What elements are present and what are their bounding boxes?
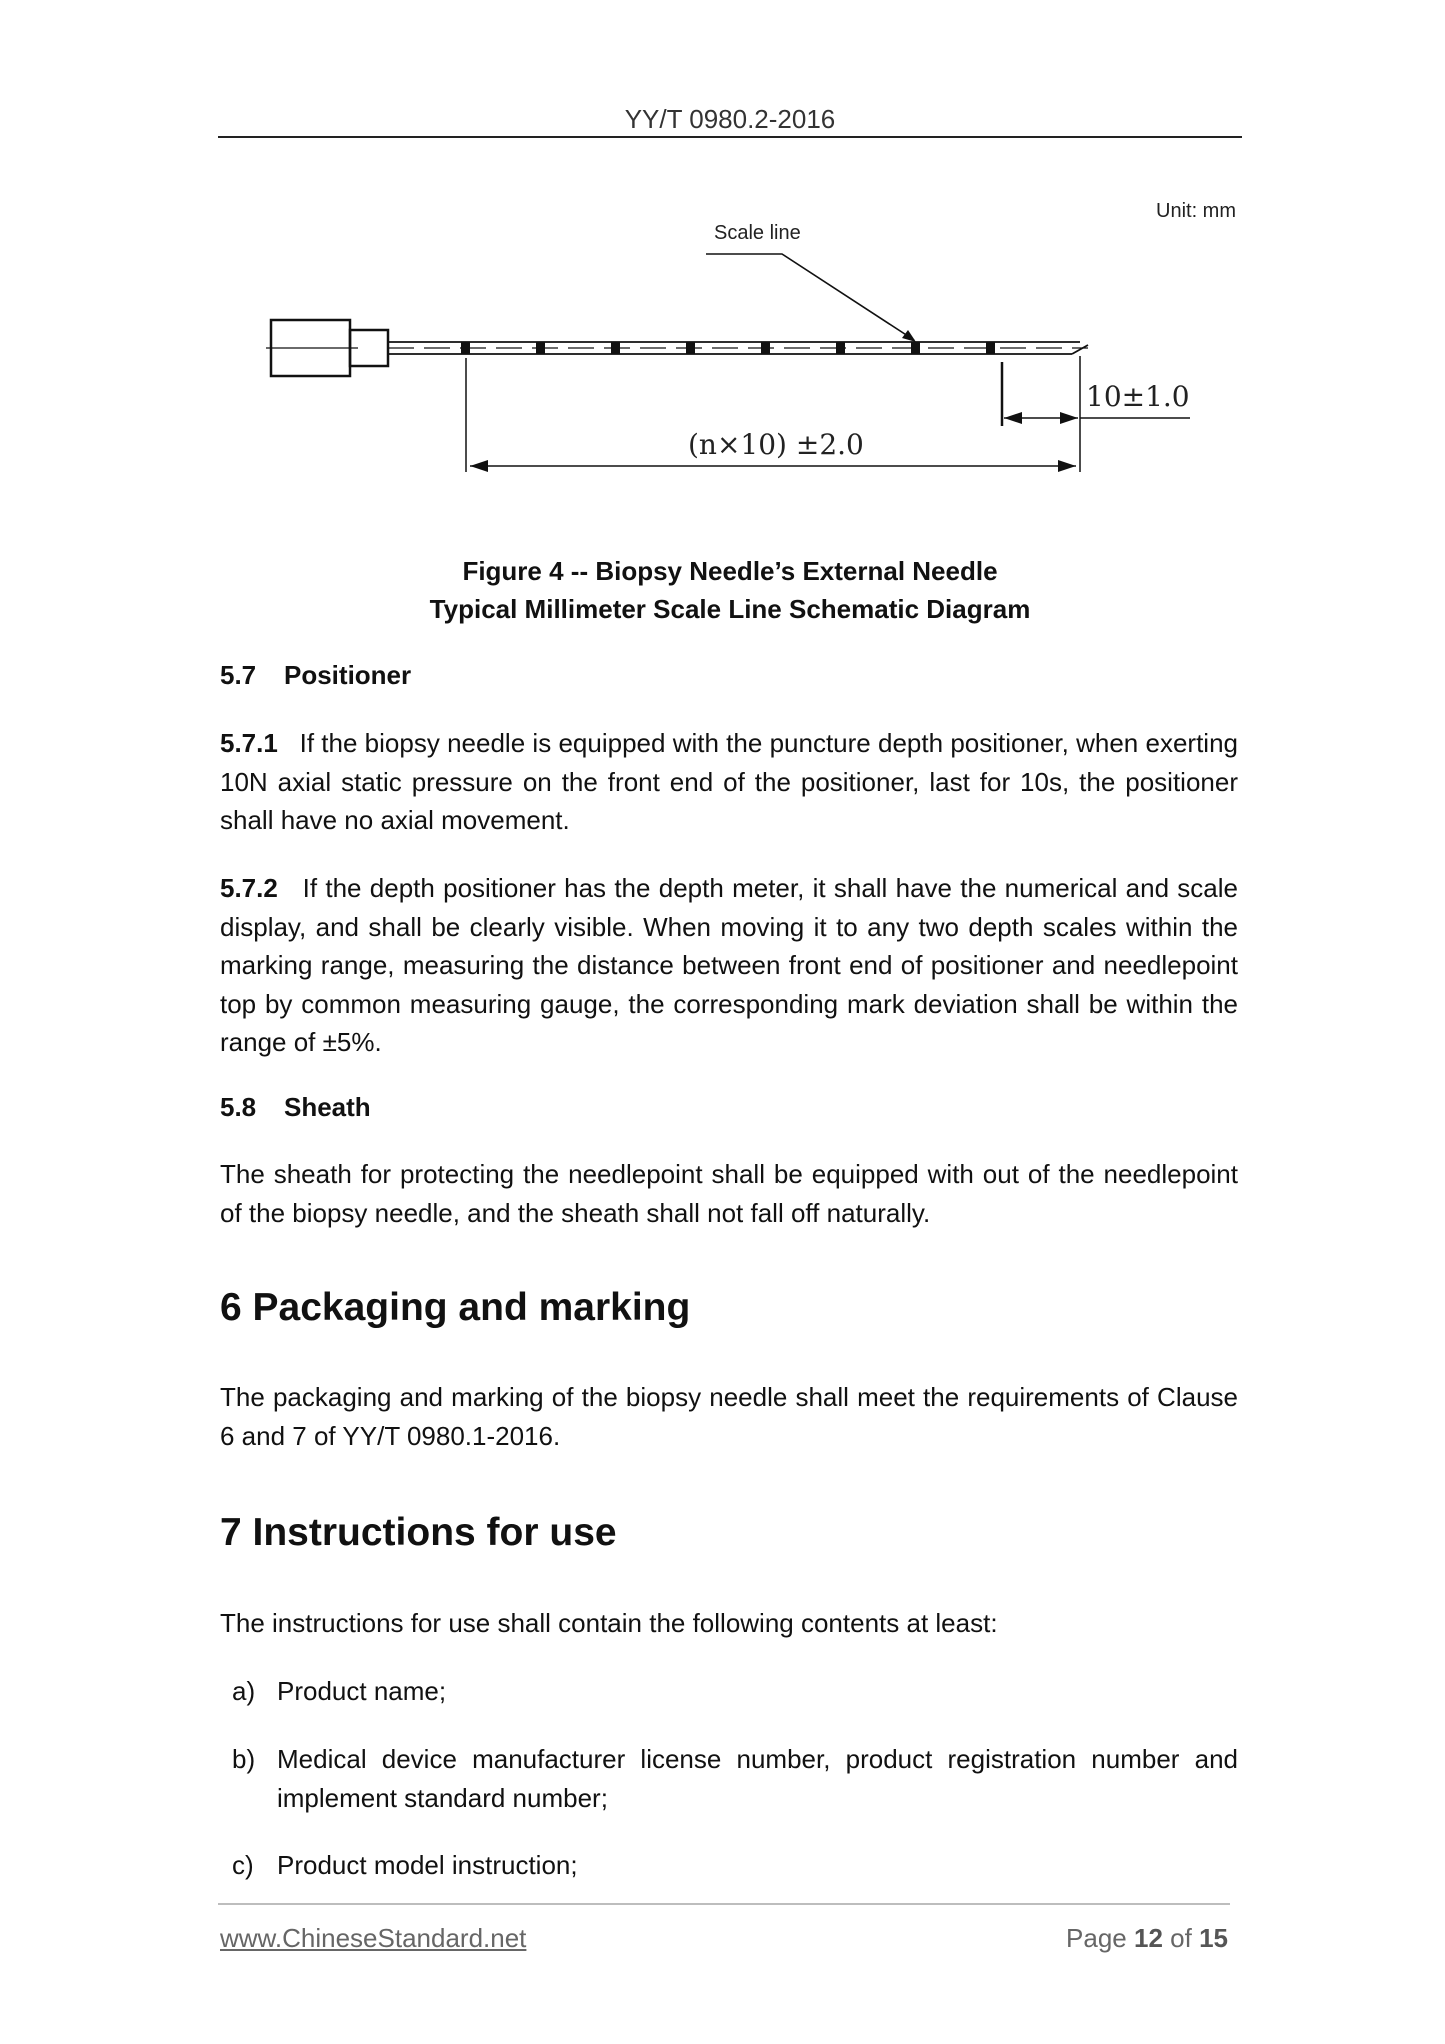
page-of: of (1170, 1923, 1192, 1953)
list-text: Product model instruction; (277, 1850, 578, 1880)
figure-caption-line1: Figure 4 -- Biopsy Needle’s External Needle (462, 556, 998, 586)
dim-arrow-left (470, 460, 488, 472)
figure-caption-line2: Typical Millimeter Scale Line Schematic Diagram (429, 594, 1031, 624)
section-number: 5.8 (220, 1092, 257, 1122)
clause-number: 5.7.1 (220, 728, 278, 758)
figure-unit: Unit: mm (1156, 200, 1236, 222)
scale-mark (836, 342, 845, 354)
list-text: Product name; (277, 1676, 447, 1706)
chapter-6-heading: 6 Packaging and marking (220, 1286, 691, 1329)
clause-text: If the biopsy needle is equipped with the puncture depth positioner, when exerting 10N axial static pressure on the front end of the positioner, last for 10s, the positioner shall have no axial movement. (220, 728, 1239, 835)
section-title: Sheath (284, 1092, 371, 1122)
dim-arrow-left (1004, 412, 1022, 424)
scale-line-leader (706, 254, 914, 340)
list-text: Medical device manufacturer license number, product registration number and implement standard number; (277, 1744, 1238, 1813)
leader-arrowhead (902, 330, 916, 342)
page-current: 12 (1134, 1923, 1163, 1953)
scale-mark (686, 342, 695, 354)
paragraph-7-intro: The instructions for use shall contain the following contents at least: (220, 1608, 998, 1638)
dim-label-length: (n×10) ±2.0 (688, 428, 864, 461)
dim-label-tolerance: 10±1.0 (1086, 380, 1190, 413)
section-5-7-heading (220, 660, 411, 691)
scale-mark (911, 342, 920, 354)
figure-4 (218, 190, 1242, 490)
list-marker: a) (232, 1676, 256, 1706)
paragraph-5-8: The sheath for protecting the needlepoint shall be equipped with out of the needlepoint of the biopsy needle, and the sheath shall not fall off naturally. (220, 1159, 1238, 1228)
dim-arrow-right (1060, 412, 1078, 424)
footer-rule (218, 1903, 1230, 1905)
section-5-8-heading (220, 1092, 371, 1123)
section-title: Positioner (284, 660, 412, 690)
dim-arrow-right (1058, 460, 1076, 472)
page-total: 15 (1199, 1923, 1228, 1953)
scale-mark (461, 342, 470, 354)
header-doc-code: YY/T 0980.2-2016 (624, 104, 836, 134)
header-rule (218, 136, 1242, 138)
paragraph-5-7-1 (220, 724, 1238, 840)
footer-website-link[interactable]: www.ChineseStandard.net (220, 1923, 527, 1953)
scale-line-label: Scale line (714, 222, 801, 244)
clause-number: 5.7.2 (220, 873, 278, 903)
footer-page-number (1000, 1923, 1228, 1954)
scale-mark (611, 342, 620, 354)
scale-mark (986, 342, 995, 354)
page-word: Page (1066, 1923, 1127, 1953)
needle-bevel (1072, 345, 1088, 354)
list-marker: c) (232, 1850, 254, 1880)
scale-mark (536, 342, 545, 354)
paragraph-6: The packaging and marking of the biopsy needle shall meet the requirements of Clause 6 and 7 of YY/T 0980.1-2016. (220, 1382, 1238, 1451)
clause-text: If the depth positioner has the depth meter, it shall have the numerical and scale display, and shall be clearly visible. When moving it to any two depth scales within the marking range, measuring the distance between front end of positioner and needlepoint top by common measuring gauge, the corresponding mark deviation shall be within the range of ±5%. (220, 873, 1239, 1057)
scale-mark (761, 342, 770, 354)
paragraph-5-7-2 (220, 869, 1238, 1062)
list-marker: b) (232, 1744, 256, 1774)
section-number: 5.7 (220, 660, 257, 690)
chapter-7-heading: 7 Instructions for use (220, 1511, 617, 1554)
